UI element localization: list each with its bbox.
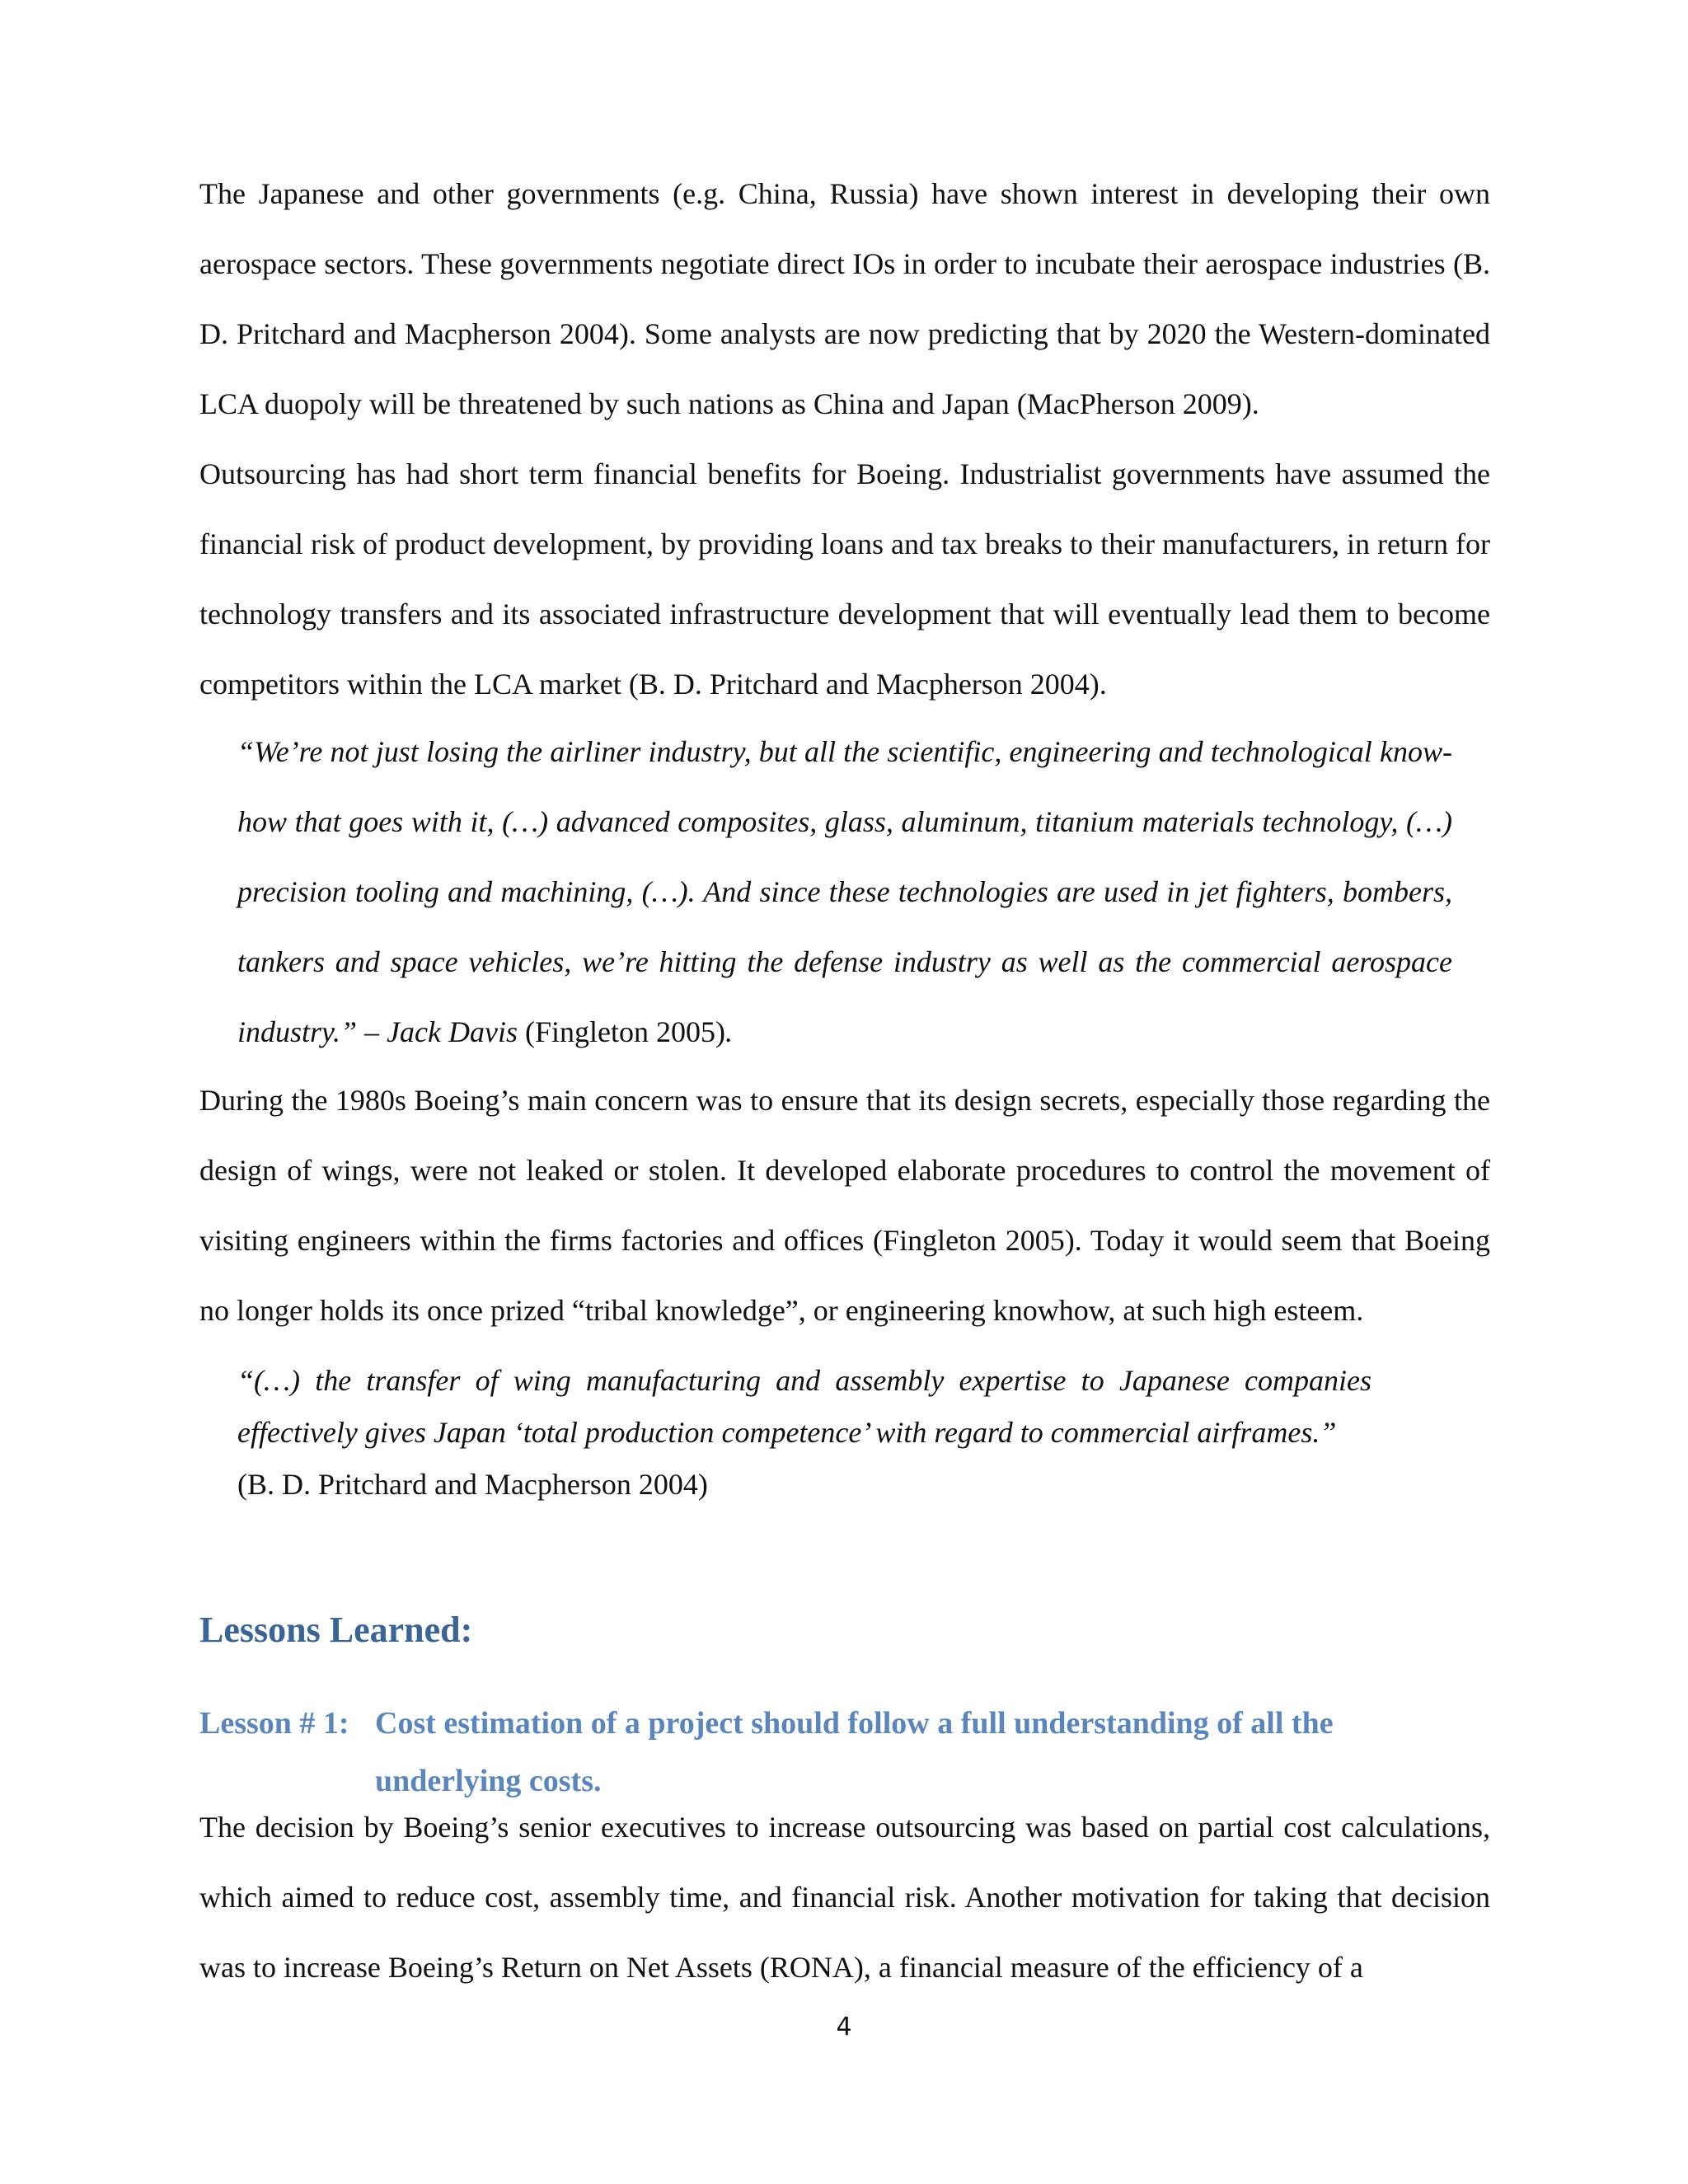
section-heading-lessons-learned: Lessons Learned: [199, 1610, 473, 1650]
page-number: 4 [836, 2013, 852, 2041]
paragraph-design-secrets: During the 1980s Boeing’s main concern was to ensure that its design secrets, especially those regarding the design of wings, were not leaked or stolen. It developed elaborate procedures to control the movement of visiting engineers within the firms factories and offices (Fingleton 2005). Today it would seem that Boeing no longer holds its once prized “tribal knowledge”, or engineering knowhow, at such high esteem. [199, 1084, 1490, 1327]
paragraph-governments-interest: The Japanese and other governments (e.g. China, Russia) have shown interest in developing their own aerospace sectors. These governments negotiate direct IOs in order to incubate their aerospace industries (B. D. Pritchard and Macpherson 2004). Some analysts are now predicting that by 2020 the Western-dominated LCA duopoly will be threatened by such nations as China and Japan (MacPherson 2009). [199, 177, 1490, 420]
quote-pritchard-citation: (B. D. Pritchard and Macpherson 2004) [237, 1468, 708, 1501]
quote-jack-davis-citation: (Fingleton 2005) [524, 1015, 725, 1048]
quote-jack-davis-text: “We’re not just losing the airliner industry, but all the scientific, engineering and technological know-how that goes with it, (…) advanced composites, glass, aluminum, titanium materials technology, (…) precision tooling and machining, (…). And since these technologies are used in jet fighters, bombers, tankers and space vehicles, we’re hitting the defense industry as well as the commercial aerospace industry.” – Jack Davis [237, 735, 1452, 1048]
paragraph-outsourcing-benefits: Outsourcing has had short term financial benefits for Boeing. Industrialist governments have assumed the financial risk of product development, by providing loans and tax breaks to their manufacturers, in return for technology transfers and its associated infrastructure development that will eventually lead them to become competitors within the LCA market (B. D. Pritchard and Macpherson 2004). [199, 457, 1490, 701]
body-text-bottom [199, 1793, 1490, 2003]
quote-jack-davis [237, 717, 1452, 1067]
lesson-number: Lesson # 1: [199, 1706, 349, 1741]
block-quote-pritchard [237, 1355, 1372, 1511]
body-text-top [199, 159, 1490, 719]
quote-pritchard-text: “(…) the transfer of wing manufacturing and assembly expertise to Japanese companies effectively gives Japan ‘total production competence’ with regard to commercial airframes.” [237, 1364, 1372, 1449]
lesson-title: Cost estimation of a project should follow a full understanding of all the underlying costs. [375, 1706, 1334, 1798]
block-quote-jack-davis [237, 717, 1452, 1067]
body-text-middle [199, 1066, 1490, 1346]
paragraph-decision-outsourcing: The decision by Boeing’s senior executives to increase outsourcing was based on partial cost calculations, which aimed to reduce cost, assembly time, and financial risk. Another motivation for taking that decision was to increase Boeing’s Return on Net Assets (RONA), a financial measure of the efficiency of a [199, 1811, 1490, 1984]
quote-jack-davis-end: . [724, 1015, 733, 1048]
